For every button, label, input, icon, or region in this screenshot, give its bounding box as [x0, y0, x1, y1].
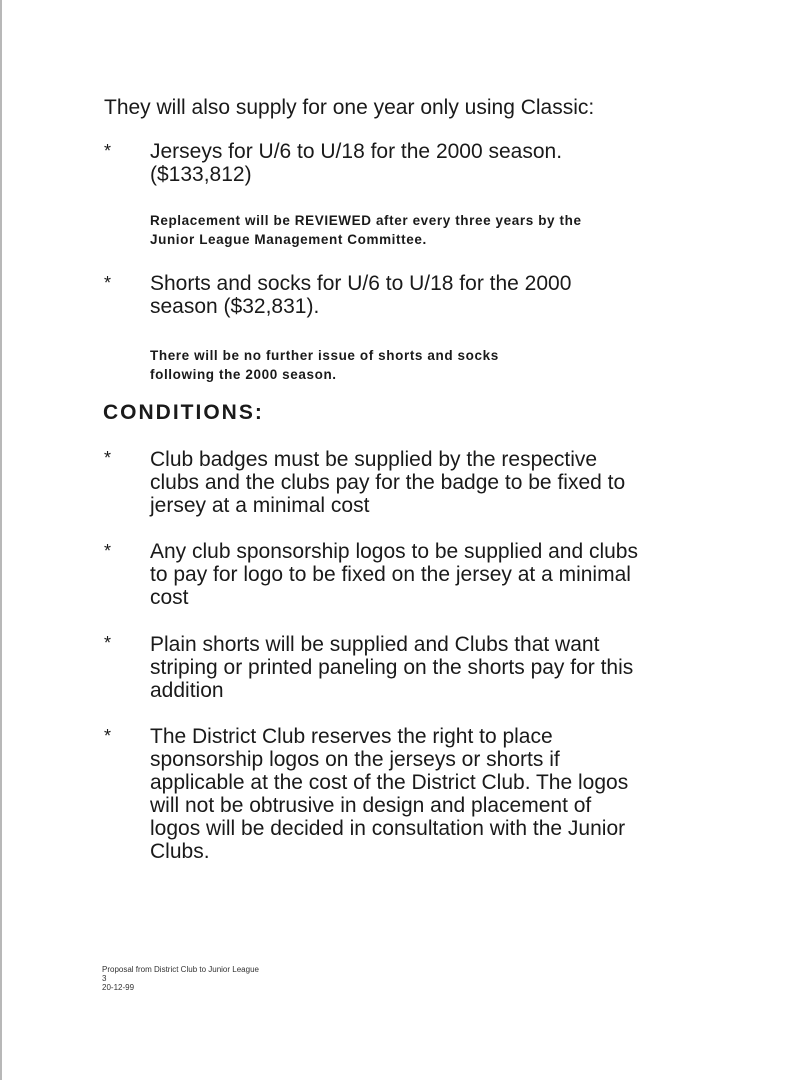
- condition-line: will not be obtrusive in design and placement of: [150, 794, 592, 817]
- note-line: Junior League Management Committee.: [150, 232, 427, 247]
- footer-title: Proposal from District Club to Junior League: [102, 965, 259, 974]
- condition-line: Club badges must be supplied by the respective: [150, 448, 598, 471]
- condition-sponsorship-logos: [150, 540, 638, 609]
- condition-line: clubs and the clubs pay for the badge to be fixed to: [150, 471, 626, 494]
- bullet-marker: *: [104, 541, 112, 561]
- intro-text: They will also supply for one year only using Classic:: [104, 96, 595, 119]
- footer-date: 20-12-99: [102, 983, 135, 992]
- supply-item-line: season ($32,831).: [150, 295, 320, 318]
- page-footer: [102, 965, 259, 992]
- conditions-heading: CONDITIONS:: [103, 401, 264, 424]
- condition-line: striping or printed paneling on the shorts pay for this: [150, 656, 634, 679]
- bullet-marker: *: [104, 141, 112, 161]
- scan-edge: [0, 0, 2, 1080]
- note-line: There will be no further issue of shorts and socks: [150, 348, 499, 363]
- condition-line: addition: [150, 679, 224, 702]
- supply-item-jerseys: [150, 140, 562, 186]
- supply-note-replacement: [150, 211, 582, 249]
- bullet-marker: *: [104, 448, 112, 468]
- condition-line: to pay for logo to be fixed on the jersey at a minimal: [150, 563, 631, 586]
- supply-item-line: Shorts and socks for U/6 to U/18 for the 2000: [150, 272, 572, 295]
- supply-note-no-further-issue: [150, 346, 499, 384]
- condition-line: Plain shorts will be supplied and Clubs that want: [150, 633, 600, 656]
- condition-line: cost: [150, 586, 189, 609]
- condition-plain-shorts: [150, 633, 633, 702]
- condition-line: logos will be decided in consultation with the Junior: [150, 817, 626, 840]
- condition-line: Any club sponsorship logos to be supplied and clubs: [150, 540, 638, 563]
- condition-club-badges: [150, 448, 625, 517]
- supply-item-shorts-socks: [150, 272, 571, 318]
- condition-line: sponsorship logos on the jerseys or shorts if: [150, 748, 560, 771]
- supply-item-line: ($133,812): [150, 163, 252, 186]
- note-line: Replacement will be REVIEWED after every three years by the: [150, 213, 582, 228]
- bullet-marker: *: [104, 273, 112, 293]
- condition-line: applicable at the cost of the District Club. The logos: [150, 771, 629, 794]
- condition-line: The District Club reserves the right to place: [150, 725, 553, 748]
- condition-line: Clubs.: [150, 840, 210, 863]
- condition-district-club-rights: [150, 725, 628, 863]
- note-line: following the 2000 season.: [150, 367, 337, 382]
- condition-line: jersey at a minimal cost: [150, 494, 370, 517]
- supply-item-line: Jerseys for U/6 to U/18 for the 2000 season.: [150, 140, 563, 163]
- bullet-marker: *: [104, 726, 112, 746]
- footer-page-number: 3: [102, 974, 107, 983]
- bullet-marker: *: [104, 633, 112, 653]
